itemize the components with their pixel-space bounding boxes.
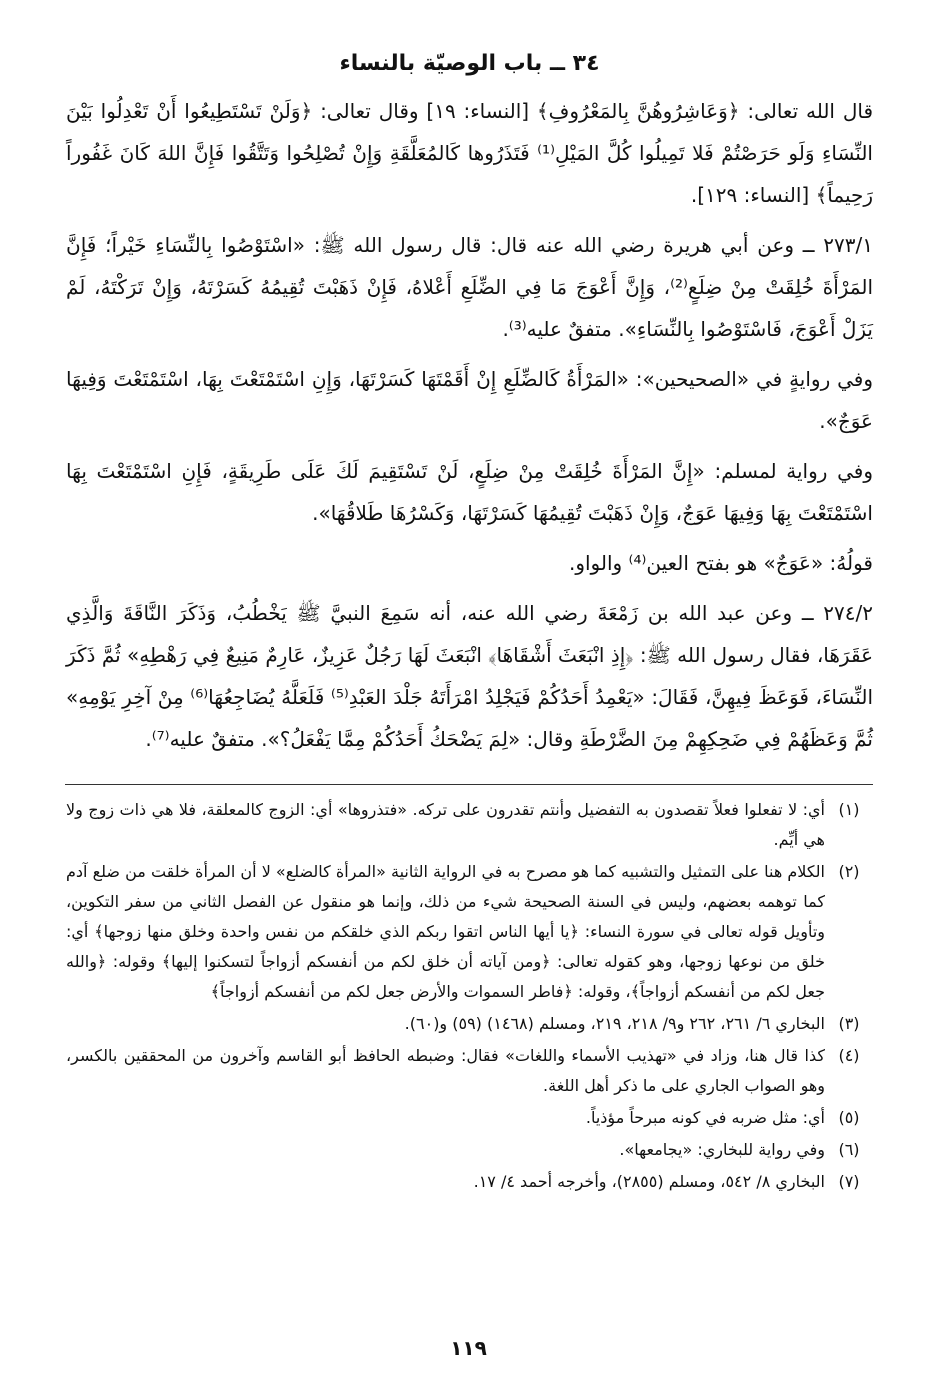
footnote-number: (٢)	[838, 862, 860, 881]
footnote-text: البخاري ٦/ ٢٦١، ٢٦٢ و٩/ ٢١٨، ٢١٩، ومسلم (١٤٦٨) (٥٩) و(٦٠).	[404, 1014, 825, 1033]
footnote-number: (٥)	[838, 1108, 860, 1127]
footnote-number: (١)	[838, 800, 860, 819]
footnote-text: كذا قال هنا، وزاد في «تهذيب الأسماء واللغات» فقال: وضبطه الحافظ أبو القاسم وآخرون من المحققين بالكسر، وهو الصواب الجاري على ما ذكر أهل اللغة.	[66, 1046, 825, 1095]
footnote-text: وفي رواية للبخاري: «يجامعها».	[619, 1140, 825, 1159]
footnotes	[66, 795, 873, 1197]
footnote	[66, 857, 873, 1007]
footnote-number: (٣)	[838, 1014, 860, 1033]
footnote-number: (٤)	[838, 1046, 860, 1065]
footnote	[66, 1103, 873, 1133]
chapter-title: ٣٤ ــ باب الوصيّة بالنساء	[339, 51, 600, 76]
footnote-text: الكلام هنا على التمثيل والتشبيه كما هو مصرح به في الرواية الثانية «المرأة كالضلع» لا أن المرأة خلقت من ضلع آدم كما توهمه بعضهم، وليس في السنة الصحيحة شيء من ذلك، وإنما هو منقول عن الفصل الثاني من سفر التكوين، وتأويل قوله تعالى في سورة النساء: ﴿يا أيها الناس اتقوا ربكم الذي خلقكم من نفس واحدة وخلق منها زوجها﴾ أي: خلق من نوعها زوجها، وهو كقوله تعالى: ﴿ومن آياته أن خلق لكم من أنفسكم أزواجاً لتسكنوا إليها﴾ وقوله: ﴿والله جعل لكم من أنفسكم أزواجاً﴾، وقوله: ﴿فاطر السموات والأرض جعل لكم من أنفسكم أزواجاً﴾	[66, 862, 825, 1001]
footnote	[66, 1009, 873, 1039]
footnote-text: أي: مثل ضربه في كونه مبرحاً مؤذياً.	[585, 1108, 825, 1127]
footnote-number: (٧)	[838, 1172, 860, 1191]
footnote	[66, 795, 873, 855]
body-paragraph: قال الله تعالى: ﴿وَعَاشِرُوهُنَّ بِالمَعْرُوفِ﴾ [النساء: ١٩] وقال تعالى: ﴿وَلَنْ تَسْتَطِيعُوا أَنْ تَعْدِلُوا بَيْنَ النِّسَاءِ وَلَو حَرَصْتُمْ فَلا تَمِيلُوا كُلَّ المَيْلِ⁽¹⁾ فَتَذَرُوها كَالمُعَلَّقَةِ وَإِنْ تُصْلِحُوا وَتَتَّقُوا فَإِنَّ اللهَ كَانَ غَفُوراً رَحِيماً﴾ [النساء: ١٢٩].	[66, 99, 874, 207]
footnote-text: أي: لا تفعلوا فعلاً تقصدون به التفضيل وأنتم تقدرون على تركه. «فتذروها» أي: الزوج كالمعلقة، فلا هي ذات زوج ولا هي أيِّم.	[66, 800, 825, 849]
footnote-text: البخاري ٨/ ٥٤٢، ومسلم (٢٨٥٥)، وأخرجه أحمد ٤/ ١٧.	[473, 1172, 825, 1191]
body-paragraph: قولُهُ: «عَوَجٌ» هو بفتح العين⁽⁴⁾ والواو.	[568, 551, 873, 575]
body-paragraph: وفي روايةٍ في «الصحيحين»: «المَرْأَةُ كَالضِّلَعِ إِنْ أَقَمْتَهَا كَسَرْتَهَا، وَإِنِ اسْتَمْتَعْتَ بِهَا، اسْتَمْتَعْتَ وَفِيهَا عَوَجٌ».	[66, 367, 873, 433]
hadith-paragraph: ٢٧٤/٢ ــ وعن عبد الله بن زَمْعَةَ رضي الله عنه، أنه سَمِعَ النبيَّ ﷺ يَخْطُبُ، وَذَكَرَ النَّاقَةَ وَالَّذِي عَقَرَهَا، فقال رسول الله ﷺ: ﴿إِذِ انْبَعَثَ أَشْقَاهَا﴾ انْبَعَثَ لَهَا رَجُلٌ عَزِيزٌ، عَارِمٌ مَنِيعٌ فِي رَهْطِهِ» ثُمَّ ذَكَرَ النِّسَاءَ، فَوَعَظَ فِيهِنَّ، فَقَالَ: «يَعْمِدُ أَحَدُكُمْ فَيَجْلِدُ امْرَأَتَهُ جَلْدَ العَبْدِ⁽⁵⁾ فَلَعَلَّهُ يُضَاجِعُهَا⁽⁶⁾ مِنْ آخِرِ يَوْمِهِ» ثُمَّ وَعَظَهُمْ فِي ضَحِكِهِمْ مِنَ الضَّرْطَةِ وقال: «لِمَ يَضْحَكُ أَحَدُكُمْ مِمَّا يَفْعَلُ؟». متفقٌ عليه⁽⁷⁾.	[66, 601, 873, 751]
body-paragraph: وفي رواية لمسلم: «إِنَّ المَرْأَةَ خُلِقَتْ مِنْ ضِلَعٍ، لَنْ تَسْتَقِيمَ لَكَ عَلَى طَرِيقَةٍ، فَإِنِ اسْتَمْتَعْتَ بِهَا اسْتَمْتَعْتَ بِهَا وَفِيهَا عَوَجٌ، وَإِنْ ذَهَبْتَ تُقِيمُهَا كَسَرْتَهَا، وَكَسْرُهَا طَلاقُهَا».	[66, 459, 873, 525]
hadith-paragraph: ٢٧٣/١ ــ وعن أبي هريرة رضي الله عنه قال: قال رسول الله ﷺ: «اسْتَوْصُوا بِالنِّسَاءِ خَيْراً؛ فَإِنَّ المَرْأَةَ خُلِقَتْ مِنْ ضِلَعٍ⁽²⁾، وَإِنَّ أَعْوَجَ مَا فِي الضِّلَعِ أَعْلاهُ، فَإِنْ ذَهَبْتَ تُقِيمُهُ كَسَرْتَهُ، وَإِنْ تَرَكْتَهُ، لَمْ يَزَلْ أَعْوَجَ، فَاسْتَوْصُوا بِالنِّسَاءِ». متفقٌ عليه⁽³⁾.	[66, 233, 873, 341]
footnote-number: (٦)	[838, 1140, 860, 1159]
footnote	[66, 1135, 873, 1165]
footnote	[66, 1167, 873, 1197]
footnote-divider	[65, 784, 873, 785]
page-number: ١١٩	[450, 1336, 487, 1360]
footnote	[66, 1041, 873, 1101]
